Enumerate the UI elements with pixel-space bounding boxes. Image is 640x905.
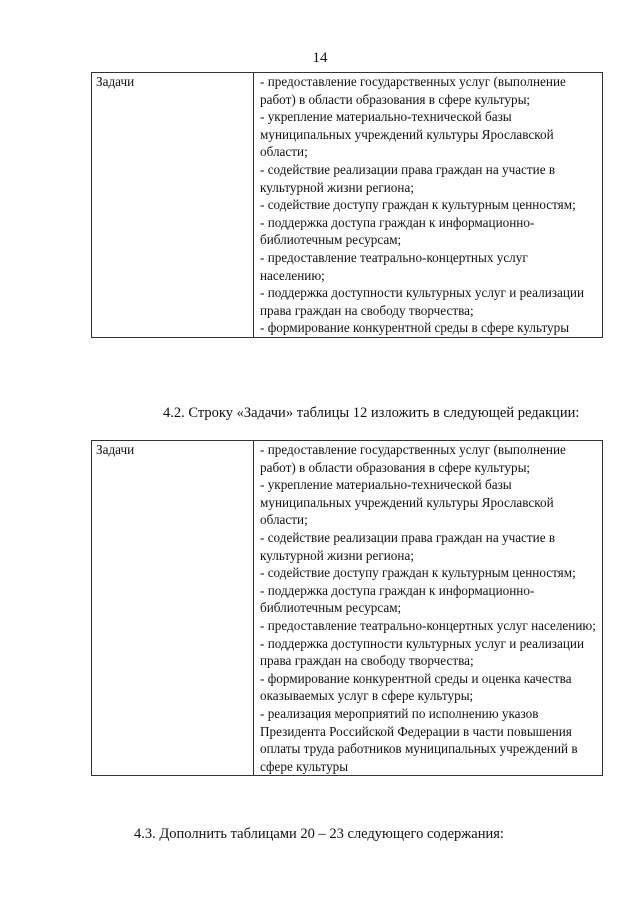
task-item: - содействие доступу граждан к культурным ценностям; xyxy=(260,197,576,213)
page-number: 14 xyxy=(312,50,328,66)
task-item: - формирование конкурентной среды и оценка качества оказываемых услуг в сфере культуры; xyxy=(260,670,572,704)
paragraph-4-3: 4.3. Дополнить таблицами 20 – 23 следующего содержания: xyxy=(134,826,504,842)
task-item: - поддержка доступности культурных услуг и реализации права граждан на свободу творчества; xyxy=(260,635,585,669)
task-item: - содействие реализации права граждан на участие в культурной жизни региона; xyxy=(260,529,556,563)
task-item: - укрепление материально-технической базы муниципальных учреждений культуры Ярославской области; xyxy=(260,477,554,528)
task-item: - поддержка доступа граждан к информационно-библиотечным ресурсам; xyxy=(260,214,535,248)
task-item: - предоставление государственных услуг (выполнение работ) в области образования в сфере культуры; xyxy=(260,74,566,107)
task-item: - содействие доступу граждан к культурным ценностям; xyxy=(260,565,576,581)
table-row xyxy=(92,441,603,776)
task-item: - укрепление материально-технической базы муниципальных учреждений культуры Ярославской области; xyxy=(260,109,554,160)
task-item: - предоставление театрально-концертных услуг населению; xyxy=(260,617,596,633)
task-item: - содействие реализации права граждан на участие в культурной жизни региона; xyxy=(260,161,556,195)
row-label: Задачи xyxy=(92,441,254,776)
table-row xyxy=(92,73,603,338)
task-item: - предоставление государственных услуг (выполнение работ) в области образования в сфере культуры; xyxy=(260,442,566,475)
tasks-list xyxy=(254,73,603,338)
row-label: Задачи xyxy=(92,73,254,338)
task-item: - поддержка доступа граждан к информационно-библиотечным ресурсам; xyxy=(260,582,535,616)
tasks-list xyxy=(254,441,603,776)
task-item: - реализация мероприятий по исполнению указов Президента Российской Федерации в части повышения оплаты труда работников муниципальных учреждений в сфере культуры xyxy=(260,705,578,774)
paragraph-4-2: 4.2. Строку «Задачи» таблицы 12 изложить в следующей редакции: xyxy=(163,405,580,421)
tasks-table-new xyxy=(91,440,603,776)
task-item: - предоставление театрально-концертных услуг населению; xyxy=(260,249,528,283)
tasks-table-current xyxy=(91,72,603,338)
task-item: - поддержка доступности культурных услуг и реализации права граждан на свободу творчества; xyxy=(260,285,585,318)
task-item: - формирование конкурентной среды в сфере культуры xyxy=(260,320,570,336)
